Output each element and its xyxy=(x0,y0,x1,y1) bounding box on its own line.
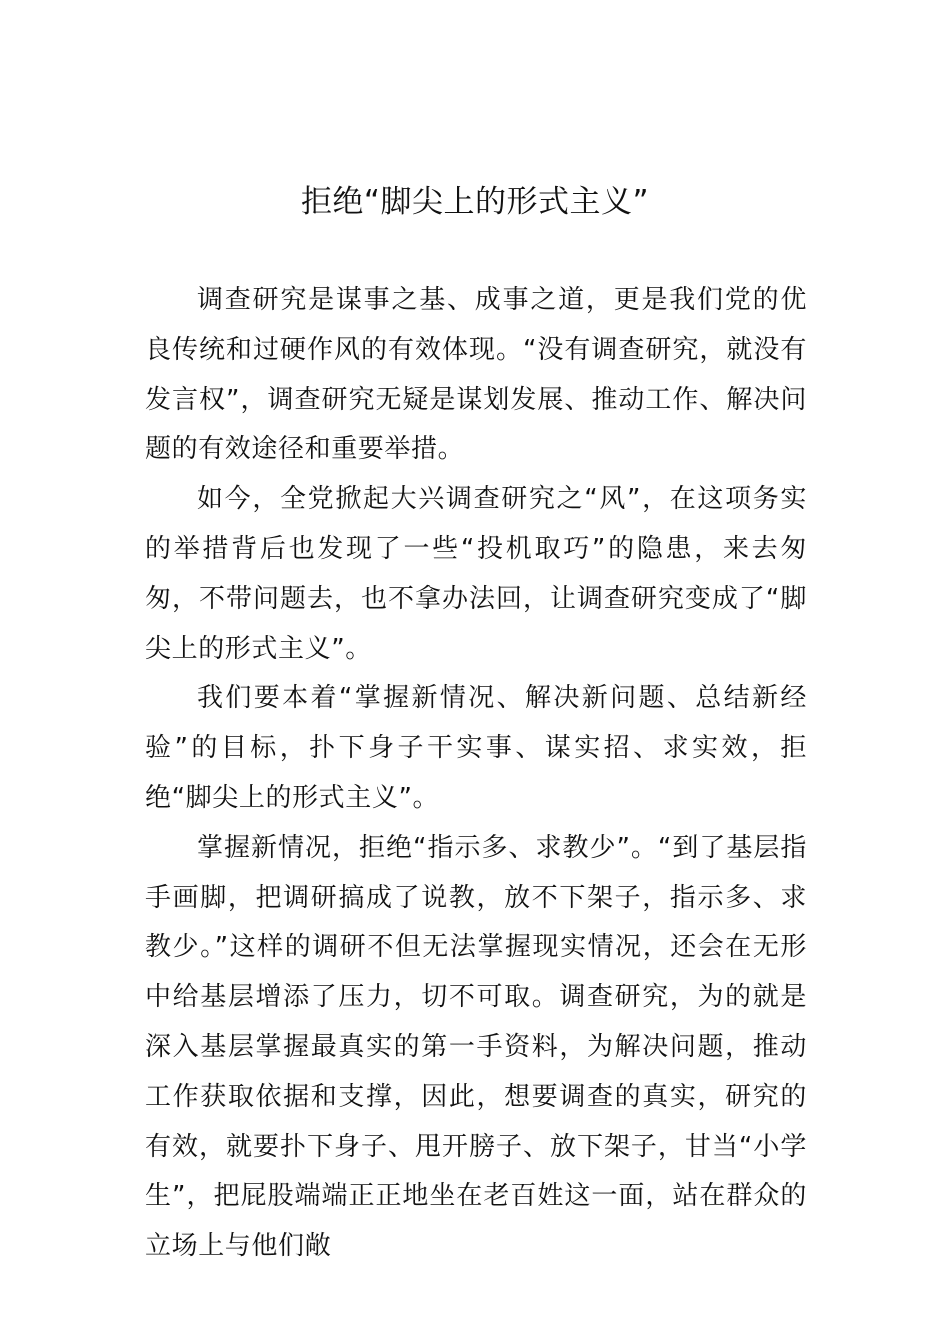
document-body xyxy=(145,276,807,1272)
paragraph: 掌握新情况，拒绝“指示多、求教少”。“到了基层指手画脚，把调研搞成了说教，放不下架子，指示多、求教少。”这样的调研不但无法掌握现实情况，还会在无形中给基层增添了压力，切不可取。调查研究，为的就是深入基层掌握最真实的第一手资料，为解决问题，推动工作获取依据和支撑，因此，想要调查的真实，研究的有效，就要扑下身子、甩开膀子、放下架子，甘当“小学生”，把屁股端端正正地坐在老百姓这一面，站在群众的立场上与他们敞 xyxy=(145,832,807,1262)
paragraph: 我们要本着“掌握新情况、解决新问题、总结新经验”的目标，扑下身子干实事、谋实招、求实效，拒绝“脚尖上的形式主义”。 xyxy=(145,683,807,813)
paragraph: 如今，全党掀起大兴调查研究之“风”，在这项务实的举措背后也发现了一些“投机取巧”的隐患，来去匆匆，不带问题去，也不拿办法回，让调查研究变成了“脚尖上的形式主义”。 xyxy=(145,484,807,664)
document-title: 拒绝“脚尖上的形式主义” xyxy=(300,184,650,220)
paragraph: 调查研究是谋事之基、成事之道，更是我们党的优良传统和过硬作风的有效体现。“没有调查研究，就没有发言权”，调查研究无疑是谋划发展、推动工作、解决问题的有效途径和重要举措。 xyxy=(145,285,807,465)
